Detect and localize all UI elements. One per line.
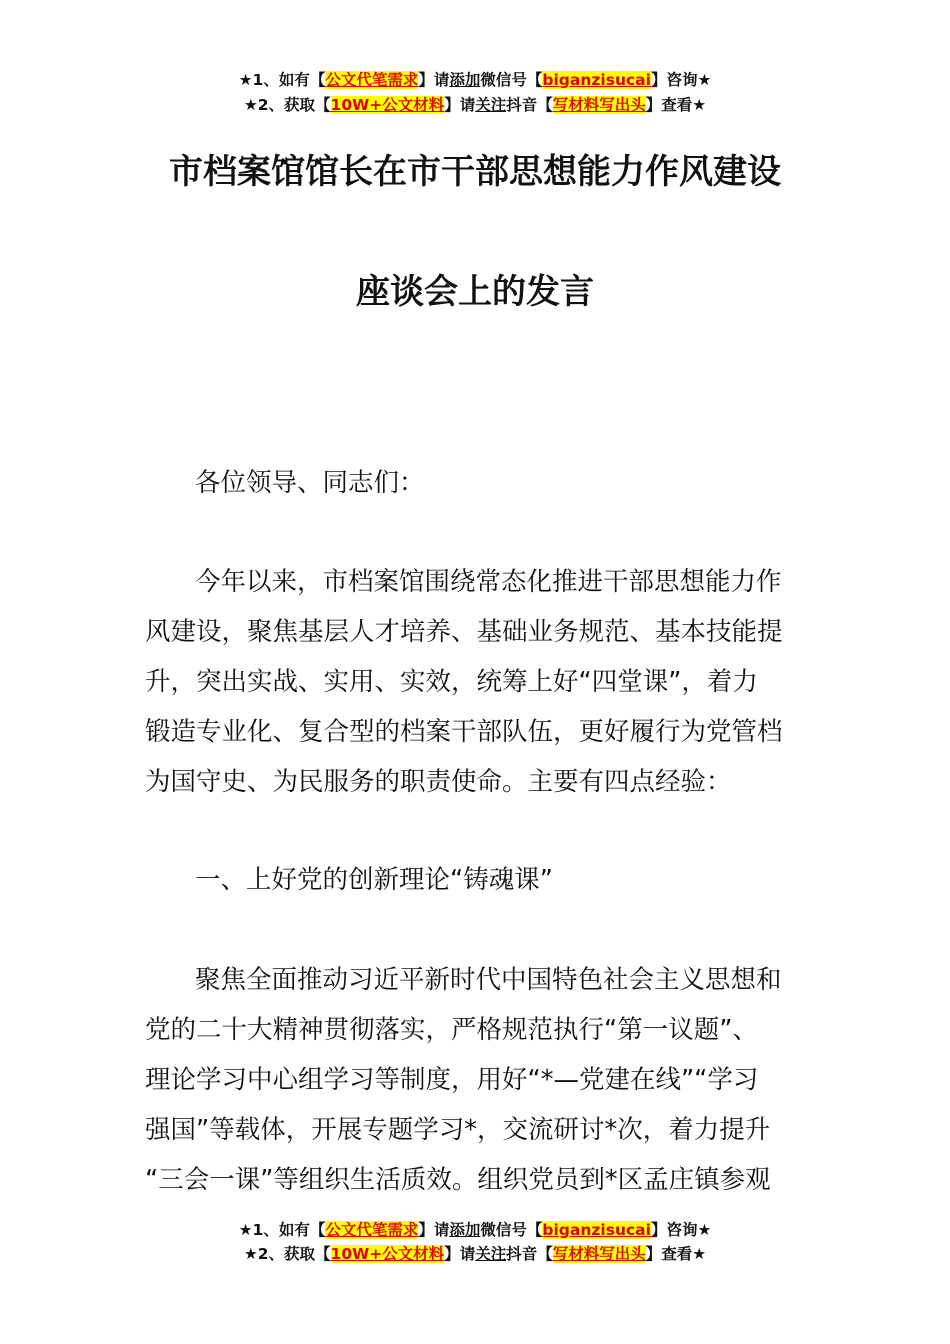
ad-banner-top-line1	[0, 69, 950, 91]
section-heading: 一、上好党的创新理论“铸魂课”	[195, 865, 553, 895]
paragraph-line: 为国守史、为民服务的职责使命。主要有四点经验：	[145, 767, 732, 797]
ad-text: 】请	[444, 96, 476, 114]
ad-underline: 添加	[449, 1221, 481, 1239]
paragraph-line: 党的二十大精神贯彻落实，严格规范执行“第一议题”、	[145, 1015, 758, 1045]
ad-banner-bottom-line2	[0, 1243, 950, 1265]
paragraph-line: 锻造专业化、复合型的档案干部队伍，更好履行为党管档	[145, 717, 783, 747]
document-title-line1: 市档案馆馆长在市干部思想能力作风建设	[169, 152, 781, 192]
ad-underline: 添加	[449, 71, 481, 89]
ad-highlight: 10W+公文材料	[330, 96, 445, 114]
ad-text: 微信号【	[480, 1221, 543, 1239]
paragraph-line: 聚焦全面推动习近平新时代中国特色社会主义思想和	[195, 965, 782, 995]
ad-text: 】咨询★	[650, 71, 712, 89]
paragraph-line: “三会一课”等组织生活质效。组织党员到*区孟庄镇参观	[145, 1165, 771, 1195]
ad-text: ★1、如有【	[238, 71, 326, 89]
paragraph-line: 今年以来，市档案馆围绕常态化推进干部思想能力作	[195, 567, 782, 597]
ad-text: 】请	[418, 1221, 450, 1239]
ad-underline: 关注	[475, 96, 507, 114]
ad-text: 抖音【	[506, 1245, 553, 1263]
ad-text: 】查看★	[645, 1245, 707, 1263]
document-title-line2: 座谈会上的发言	[356, 272, 594, 312]
ad-banner-bottom-line1	[0, 1219, 950, 1241]
paragraph-line: 升，突出实战、实用、实效，统筹上好“四堂课”，着力	[145, 667, 758, 697]
ad-text: ★2、获取【	[243, 1245, 331, 1263]
ad-text: 抖音【	[506, 96, 553, 114]
ad-text: 】请	[444, 1245, 476, 1263]
ad-text: 】咨询★	[650, 1221, 712, 1239]
ad-highlight: 公文代笔需求	[325, 1221, 419, 1239]
paragraph-line: 风建设，聚焦基层人才培养、基础业务规范、基本技能提	[145, 617, 783, 647]
ad-text: 微信号【	[480, 71, 543, 89]
ad-highlight: 10W+公文材料	[330, 1245, 445, 1263]
ad-highlight: biganzisucai	[542, 1221, 651, 1239]
ad-text: ★1、如有【	[238, 1221, 326, 1239]
ad-highlight: 写材料写出头	[552, 96, 646, 114]
ad-underline: 关注	[475, 1245, 507, 1263]
ad-highlight: 公文代笔需求	[325, 71, 419, 89]
paragraph-line: 理论学习中心组学习等制度，用好“*—党建在线”“学习	[145, 1065, 759, 1095]
paragraph-line: 强国”等载体，开展专题学习*，交流研讨*次，着力提升	[145, 1115, 771, 1145]
ad-text: ★2、获取【	[243, 96, 331, 114]
ad-text: 】请	[418, 71, 450, 89]
ad-highlight: 写材料写出头	[552, 1245, 646, 1263]
ad-text: 】查看★	[645, 96, 707, 114]
ad-highlight: biganzisucai	[542, 71, 651, 89]
salutation: 各位领导、同志们：	[195, 468, 425, 498]
ad-banner-top-line2	[0, 94, 950, 116]
